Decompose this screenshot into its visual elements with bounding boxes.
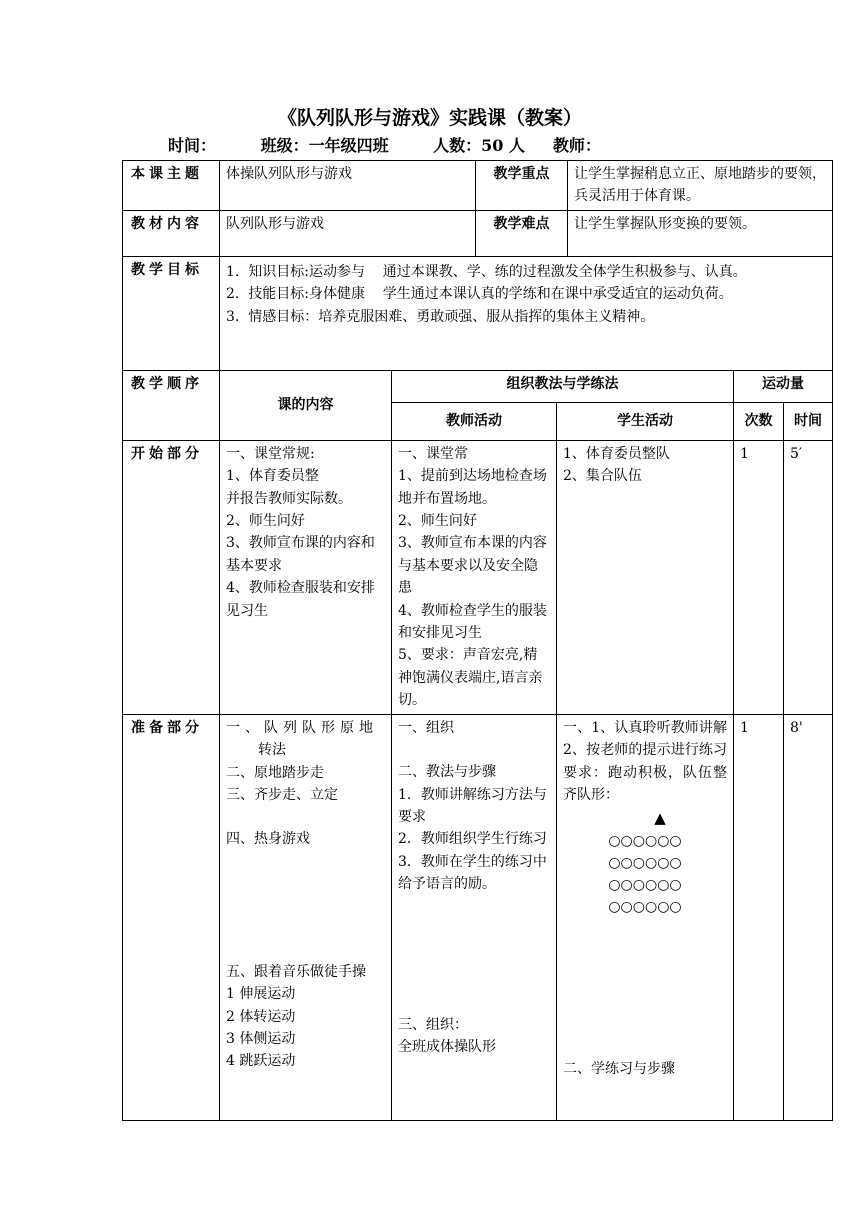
label-start: 开始部分 <box>123 440 220 714</box>
prep-content-line: 四、热身游戏 <box>226 831 310 848</box>
start-teacher-line: 一、课堂常 <box>398 445 468 462</box>
label-difficulty: 教学难点 <box>476 210 568 256</box>
prep-times: 1 <box>734 714 784 1120</box>
start-teacher-line: 5、要求：声音宏亮,精神饱满仪表端庄,语言亲切。 <box>398 647 543 709</box>
prep-student <box>557 714 734 1120</box>
row-prep-section <box>123 714 833 1120</box>
prep-content-line: 4 跳跃运动 <box>226 1053 296 1070</box>
goal-knowledge: 1. 知识目标:运动参与 通过本课教、学、练的过程激发全体学生积极参与、认真。 <box>226 263 747 280</box>
start-content-line: 3、教师宣布课的内容和基本要求 <box>226 535 375 574</box>
prep-teacher <box>392 714 557 1120</box>
student-formation-row: ○○○○○○ <box>608 833 682 850</box>
start-content <box>220 440 392 714</box>
value-key-point: 让学生掌握稍息立正、原地踏步的要领，兵灵活用于体育课。 <box>568 161 833 211</box>
header-times: 次数 <box>734 402 784 440</box>
prep-teacher-line: 3．教师在学生的练习中给予语言的励。 <box>398 853 547 893</box>
document-title: 《队列队形与游戏》实践课（教案） <box>277 107 582 129</box>
label-goals: 教学目标 <box>123 256 220 370</box>
value-difficulty: 让学生掌握队形变换的要领。 <box>568 210 833 256</box>
value-material: 队列队形与游戏 <box>220 210 476 256</box>
prep-teacher-line: 1．教师讲解练习方法与要求 <box>398 786 547 825</box>
label-key-point: 教学重点 <box>476 161 568 211</box>
prep-content-line: 一、队列队形原地 <box>226 719 378 736</box>
row-topic <box>123 161 833 211</box>
start-content-line: 1、体育委员整 <box>226 468 319 485</box>
student-formation-row: ○○○○○○ <box>608 877 682 894</box>
prep-content-line: 三、齐步走、立定 <box>226 786 338 803</box>
prep-teacher-line: 2．教师组织学生行练习 <box>398 831 547 848</box>
row-start-section <box>123 440 833 714</box>
header-order: 教学顺序 <box>123 370 220 440</box>
start-student-line: 2、集合队伍 <box>563 468 642 485</box>
start-content-line: 2、师生问好 <box>226 513 305 530</box>
prep-teacher-line: 一、组织 <box>398 719 454 736</box>
header-duration: 时间 <box>784 402 833 440</box>
value-topic: 体操队列队形与游戏 <box>220 161 476 211</box>
header-student: 学生活动 <box>557 402 734 440</box>
prep-teacher-line: 三、组织： <box>398 1016 468 1033</box>
header-content: 课的内容 <box>220 370 392 440</box>
goal-emotion: 3. 情感目标：培养克服困难、勇敢顽强、服从指挥的集体主义精神。 <box>226 308 655 325</box>
prep-teacher-line: 全班成体操队形 <box>398 1038 496 1055</box>
start-teacher-line: 2、师生问好 <box>398 513 477 530</box>
prep-content-line: 五、跟着音乐做徒手操 <box>226 963 366 980</box>
start-content-line: 一、课堂常规: <box>226 445 315 462</box>
start-teacher-line: 1、提前到达场地检查场地并布置场地。 <box>398 468 547 507</box>
start-duration: 5′ <box>784 440 833 714</box>
start-teacher-line: 4、教师检查学生的服装和安排见习生 <box>398 602 547 642</box>
label-prep: 准备部分 <box>123 714 220 1120</box>
header-amount: 运动量 <box>734 370 833 402</box>
teacher-position-triangle-icon: ▲ <box>654 809 666 828</box>
header-method: 组织教法与学练法 <box>392 370 734 402</box>
student-formation-row: ○○○○○○ <box>608 855 682 872</box>
class-info-line: 时间： 班级：一年级四班 人数：50 人 教师： <box>168 136 601 155</box>
lesson-plan-table <box>122 160 833 1121</box>
prep-content-line: 转法 <box>258 742 286 759</box>
prep-content-line: 3 体侧运动 <box>226 1030 296 1047</box>
prep-student-line: 二、学练习与步骤 <box>563 1061 675 1078</box>
prep-content-line: 2 体转运动 <box>226 1008 296 1025</box>
row-goals <box>123 256 833 370</box>
header-teacher: 教师活动 <box>392 402 557 440</box>
prep-duration: 8' <box>784 714 833 1120</box>
prep-content-line: 1 伸展运动 <box>226 986 296 1003</box>
start-student <box>557 440 734 714</box>
prep-teacher-line: 二、教法与步骤 <box>398 764 496 781</box>
start-times: 1 <box>734 440 784 714</box>
start-student-line: 1、体育委员整队 <box>563 445 670 462</box>
label-topic: 本课主题 <box>123 161 220 211</box>
start-content-line: 4、教师检查服装和安排见习生 <box>226 580 375 619</box>
header-row-1 <box>123 370 833 402</box>
row-material <box>123 210 833 256</box>
prep-content-line: 二、原地踏步走 <box>226 764 324 781</box>
start-teacher-line: 3、教师宣布本课的内容与基本要求以及安全隐患 <box>398 535 547 597</box>
goal-skill: 2. 技能目标:身体健康 学生通过本课认真的学练和在课中承受适宜的运动负荷。 <box>226 286 733 303</box>
student-formation-row: ○○○○○○ <box>608 899 682 916</box>
start-teacher <box>392 440 557 714</box>
prep-student-line: 一、1、认真聆听教师讲解 2、按老师的提示进行练习 要求：跑动积极，队伍整齐队形： <box>563 719 732 803</box>
prep-content <box>220 714 392 1120</box>
start-content-line: 并报告教师实际数。 <box>226 490 352 507</box>
label-material: 教材内容 <box>123 210 220 256</box>
value-goals <box>220 256 833 370</box>
